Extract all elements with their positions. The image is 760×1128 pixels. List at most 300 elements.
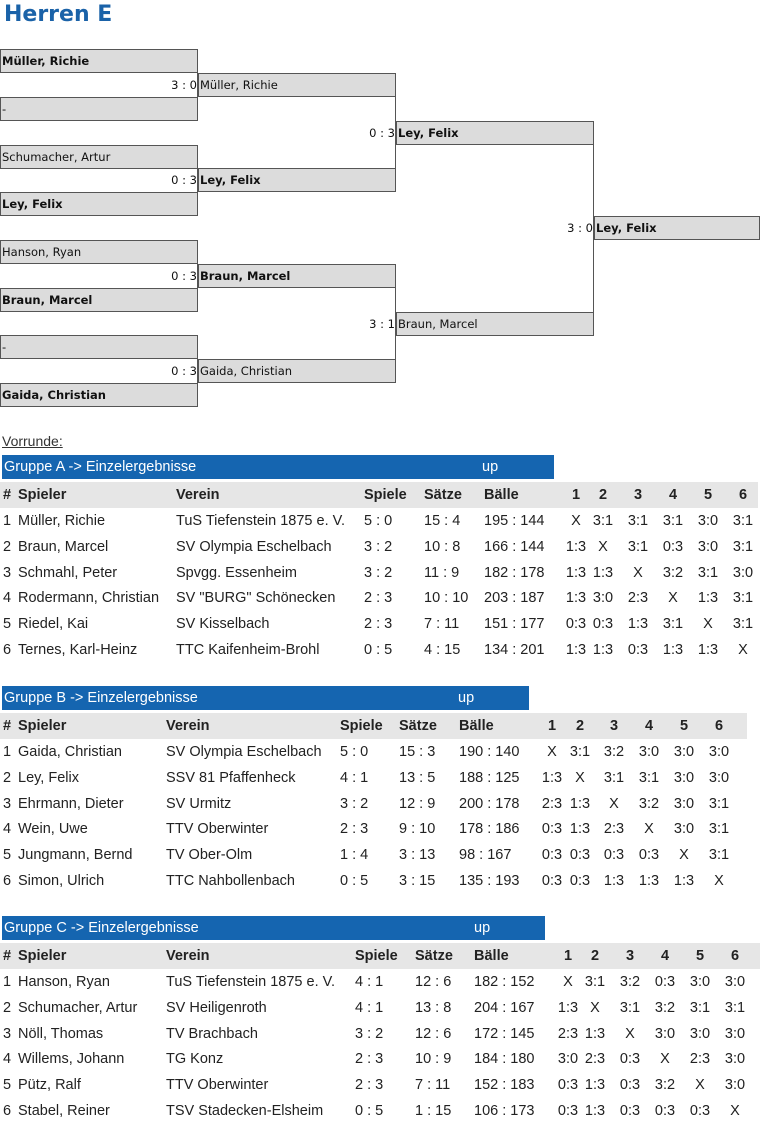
group-title: Gruppe C -> Einzelergebnisse [4,920,199,936]
table-header-row [0,482,758,508]
result-cell: X [598,538,608,555]
sets-cell: 12 : 6 [415,1025,452,1042]
rank-cell: 1 [3,513,12,529]
group-header-bar [2,455,554,479]
balls-cell: 166 : 144 [484,538,545,555]
table-row [0,842,747,868]
result-cell: 3:0 [673,744,695,760]
result-cell: X [738,642,748,658]
col-header-opponent: 4 [644,718,654,734]
balls-cell: 203 : 187 [484,590,545,607]
player-cell: Willems, Johann [18,1051,125,1068]
games-cell: 0 : 5 [364,642,393,658]
sets-cell: 15 : 4 [424,513,461,529]
bracket-r1-slot: Schumacher, Artur [0,145,198,169]
result-cell: 1:3 [627,616,649,633]
table-row [0,739,747,765]
result-cell: 0:3 [638,847,660,864]
group-header-bar [2,916,545,940]
result-cell: 3:1 [627,513,649,529]
result-cell: 1:3 [697,590,719,607]
bracket-r1-slot: Gaida, Christian [0,383,198,407]
result-cell: 3:0 [724,1025,746,1042]
balls-cell: 200 : 178 [459,795,520,812]
balls-cell: 190 : 140 [459,744,520,760]
bracket-connector [593,133,594,324]
col-header-num: # [3,487,12,503]
bracket-r1-slot: Hanson, Ryan [0,240,198,264]
result-cell: X [695,1077,705,1094]
sets-cell: 4 : 15 [424,642,461,658]
result-cell: 2:3 [627,590,649,607]
club-cell: Spvgg. Essenheim [176,564,297,581]
group-title: Gruppe B -> Einzelergebnisse [4,690,198,706]
games-cell: 4 : 1 [340,769,369,786]
result-cell: 3:1 [638,769,660,786]
result-cell: 3:1 [569,744,591,760]
club-cell: SV Olympia Eschelbach [166,744,322,760]
rank-cell: 1 [3,744,12,760]
bracket-r3-slot: Braun, Marcel [396,312,594,336]
result-cell: X [609,795,619,812]
player-cell: Stabel, Reiner [18,1103,110,1119]
col-header-sets: Sätze [424,487,462,503]
balls-cell: 195 : 144 [484,513,545,529]
games-cell: 4 : 1 [355,999,384,1016]
balls-cell: 188 : 125 [459,769,520,786]
result-cell: 3:1 [584,974,606,990]
sets-cell: 12 : 9 [399,795,436,812]
balls-cell: 182 : 178 [484,564,545,581]
player-cell: Wein, Uwe [18,821,88,838]
result-cell: 3:2 [662,564,684,581]
rank-cell: 6 [3,642,12,658]
result-cell: 1:3 [565,564,587,581]
col-header-player: Spieler [18,718,67,734]
col-header-opponent: 3 [633,487,643,503]
rank-cell: 5 [3,1077,12,1094]
games-cell: 2 : 3 [355,1077,384,1094]
rank-cell: 2 [3,538,12,555]
club-cell: SSV 81 Pfaffenheck [166,769,296,786]
result-cell: 1:3 [569,821,591,838]
col-header-club: Verein [176,487,220,503]
group-header-bar [2,686,529,710]
col-header-opponent: 3 [625,948,635,964]
club-cell: SV Olympia Eschelbach [176,538,332,555]
rank-cell: 3 [3,795,12,812]
result-cell: 3:0 [724,974,746,990]
rank-cell: 6 [3,873,12,889]
sets-cell: 10 : 9 [415,1051,452,1068]
bracket-r4-score: 3 : 0 [567,221,593,235]
result-cell: 1:3 [697,642,719,658]
sets-cell: 3 : 15 [399,873,436,889]
result-cell: 1:3 [541,769,563,786]
table-row [0,585,758,611]
games-cell: 1 : 4 [340,847,369,864]
result-cell: 1:3 [592,642,614,658]
col-header-num: # [3,718,12,734]
club-cell: TV Brachbach [166,1025,258,1042]
result-cell: 0:3 [541,847,563,864]
up-link[interactable]: up [474,920,491,936]
result-cell: 3:1 [689,999,711,1016]
club-cell: SV Kisselbach [176,616,270,633]
result-cell: X [547,744,557,760]
result-cell: 3:0 [592,590,614,607]
player-cell: Braun, Marcel [18,538,109,555]
result-cell: 0:3 [569,873,591,889]
result-cell: 2:3 [603,821,625,838]
player-cell: Schmahl, Peter [18,564,118,581]
rank-cell: 5 [3,616,12,633]
col-header-player: Spieler [18,948,67,964]
games-cell: 0 : 5 [340,873,369,889]
col-header-opponent: 5 [695,948,705,964]
table-row [0,969,760,995]
table-row [0,816,747,842]
col-header-opponent: 2 [575,718,585,734]
bracket-r2-score: 3 : 0 [171,78,197,92]
table-row [0,765,747,791]
games-cell: 4 : 1 [355,974,384,990]
col-header-opponent: 1 [547,718,557,734]
col-header-opponent: 4 [668,487,678,503]
result-cell: 0:3 [619,1051,641,1068]
sets-cell: 10 : 10 [424,590,469,607]
player-cell: Ley, Felix [18,769,79,786]
result-cell: 1:3 [565,538,587,555]
group-table [0,916,760,1124]
result-cell: 3:0 [673,795,695,812]
result-cell: X [625,1025,635,1042]
player-cell: Hanson, Ryan [18,974,110,990]
up-link[interactable]: up [458,690,475,706]
result-cell: 0:3 [557,1077,579,1094]
result-cell: 1:3 [592,564,614,581]
player-cell: Jungmann, Bernd [18,847,133,864]
table-row [0,637,758,663]
result-cell: 3:1 [708,821,730,838]
result-cell: X [590,999,600,1016]
table-row [0,1098,760,1124]
result-cell: 1:3 [565,590,587,607]
col-header-opponent: 6 [714,718,724,734]
result-cell: 2:3 [541,795,563,812]
result-cell: 0:3 [627,642,649,658]
table-row [0,534,758,560]
result-cell: 3:0 [557,1051,579,1068]
result-cell: 0:3 [619,1077,641,1094]
bracket-r1-slot: Braun, Marcel [0,288,198,312]
games-cell: 5 : 0 [340,744,369,760]
sets-cell: 3 : 13 [399,847,436,864]
col-header-opponent: 6 [730,948,740,964]
table-row [0,1021,760,1047]
result-cell: X [714,873,724,889]
result-cell: 3:1 [662,616,684,633]
sets-cell: 10 : 8 [424,538,461,555]
result-cell: X [730,1103,740,1119]
result-cell: 0:3 [662,538,684,555]
col-header-club: Verein [166,948,210,964]
result-cell: 0:3 [557,1103,579,1119]
table-row [0,868,747,894]
player-cell: Gaida, Christian [18,744,122,760]
rank-cell: 3 [3,564,12,581]
col-header-games: Spiele [340,718,383,734]
club-cell: SV Heiligenroth [166,999,267,1016]
sets-cell: 9 : 10 [399,821,436,838]
sets-cell: 1 : 15 [415,1103,452,1119]
col-header-opponent: 1 [563,948,573,964]
result-cell: 0:3 [541,873,563,889]
result-cell: 0:3 [619,1103,641,1119]
result-cell: 0:3 [592,616,614,633]
group-table [0,455,760,663]
col-header-club: Verein [166,718,210,734]
balls-cell: 134 : 201 [484,642,545,658]
bracket-r3-score: 3 : 1 [369,317,395,331]
player-cell: Pütz, Ralf [18,1077,81,1094]
col-header-games: Spiele [355,948,398,964]
result-cell: 0:3 [603,847,625,864]
result-cell: 3:1 [708,847,730,864]
rank-cell: 6 [3,1103,12,1119]
result-cell: X [633,564,643,581]
result-cell: 3:0 [708,769,730,786]
result-cell: 0:3 [654,1103,676,1119]
rank-cell: 4 [3,1051,12,1068]
col-header-opponent: 3 [609,718,619,734]
result-cell: 3:2 [638,795,660,812]
balls-cell: 151 : 177 [484,616,545,633]
col-header-opponent: 2 [590,948,600,964]
col-header-opponent: 2 [598,487,608,503]
col-header-num: # [3,948,12,964]
balls-cell: 106 : 173 [474,1103,535,1119]
games-cell: 2 : 3 [364,590,393,607]
rank-cell: 4 [3,590,12,607]
club-cell: TuS Tiefenstein 1875 e. V. [176,513,346,529]
bracket-connector [395,85,396,180]
result-cell: 0:3 [569,847,591,864]
result-cell: 3:0 [708,744,730,760]
sets-cell: 15 : 3 [399,744,436,760]
result-cell: 3:1 [697,564,719,581]
player-cell: Müller, Richie [18,513,106,529]
bracket-r2-score: 0 : 3 [171,269,197,283]
player-cell: Nöll, Thomas [18,1025,104,1042]
games-cell: 3 : 2 [364,564,393,581]
result-cell: X [571,513,581,529]
result-cell: 3:1 [619,999,641,1016]
result-cell: 0:3 [541,821,563,838]
vorrunde-heading: Vorrunde: [2,433,63,449]
result-cell: 3:1 [732,538,754,555]
player-cell: Simon, Ulrich [18,873,105,889]
col-header-sets: Sätze [399,718,437,734]
result-cell: 3:1 [732,616,754,633]
result-cell: X [644,821,654,838]
result-cell: 1:3 [584,1077,606,1094]
sets-cell: 13 : 8 [415,999,452,1016]
result-cell: 0:3 [689,1103,711,1119]
result-cell: 3:1 [732,513,754,529]
sets-cell: 12 : 6 [415,974,452,990]
games-cell: 3 : 2 [364,538,393,555]
table-header-row [0,713,747,739]
col-header-opponent: 4 [660,948,670,964]
result-cell: 1:3 [584,1103,606,1119]
col-header-opponent: 5 [703,487,713,503]
result-cell: 3:2 [603,744,625,760]
result-cell: 3:0 [673,821,695,838]
bracket-r2-slot: Braun, Marcel [198,264,396,288]
result-cell: 3:1 [662,513,684,529]
bracket-r2-slot: Müller, Richie [198,73,396,97]
balls-cell: 172 : 145 [474,1025,535,1042]
result-cell: 3:0 [724,1051,746,1068]
club-cell: TTV Oberwinter [166,1077,269,1094]
result-cell: X [668,590,678,607]
result-cell: 1:3 [584,1025,606,1042]
result-cell: 3:0 [638,744,660,760]
games-cell: 3 : 2 [355,1025,384,1042]
balls-cell: 184 : 180 [474,1051,535,1068]
result-cell: 3:1 [603,769,625,786]
result-cell: X [660,1051,670,1068]
result-cell: 3:2 [619,974,641,990]
up-link[interactable]: up [482,459,499,475]
group-table [0,686,760,894]
col-header-balls: Bälle [484,487,519,503]
result-cell: 2:3 [689,1051,711,1068]
balls-cell: 178 : 186 [459,821,520,838]
result-cell: 3:0 [697,513,719,529]
bracket-r1-slot: - [0,97,198,121]
sets-cell: 7 : 11 [424,616,460,633]
bracket-r4-slot: Ley, Felix [594,216,760,240]
result-cell: 3:0 [732,564,754,581]
col-header-opponent: 5 [679,718,689,734]
club-cell: TG Konz [166,1051,224,1068]
table-row [0,995,760,1021]
result-cell: 1:3 [565,642,587,658]
balls-cell: 204 : 167 [474,999,535,1016]
bracket-r2-slot: Ley, Felix [198,168,396,192]
result-cell: 1:3 [557,999,579,1016]
result-cell: 3:1 [627,538,649,555]
player-cell: Riedel, Kai [18,616,89,633]
rank-cell: 2 [3,999,12,1016]
col-header-balls: Bälle [459,718,494,734]
bracket-r2-slot: Gaida, Christian [198,359,396,383]
bracket-r1-slot: Müller, Richie [0,49,198,73]
result-cell: 2:3 [584,1051,606,1068]
balls-cell: 152 : 183 [474,1077,535,1094]
rank-cell: 2 [3,769,12,786]
table-row [0,1046,760,1072]
rank-cell: 3 [3,1025,12,1042]
games-cell: 2 : 3 [364,616,393,633]
result-cell: 3:0 [689,1025,711,1042]
games-cell: 2 : 3 [355,1051,384,1068]
games-cell: 2 : 3 [340,821,369,838]
result-cell: 1:3 [662,642,684,658]
club-cell: TSV Stadecken-Elsheim [166,1103,324,1119]
club-cell: TTV Oberwinter [166,821,269,838]
result-cell: 3:0 [673,769,695,786]
result-cell: 1:3 [603,873,625,889]
col-header-sets: Sätze [415,948,453,964]
bracket-connector [197,347,198,395]
result-cell: 3:0 [654,1025,676,1042]
games-cell: 3 : 2 [340,795,369,812]
col-header-player: Spieler [18,487,67,503]
table-row [0,508,758,534]
club-cell: SV Urmitz [166,795,232,812]
bracket-connector [197,252,198,300]
table-header-row [0,943,760,969]
table-row [0,791,747,817]
player-cell: Schumacher, Artur [18,999,138,1016]
col-header-games: Spiele [364,487,407,503]
club-cell: SV "BURG" Schönecken [176,590,336,607]
bracket-connector [197,157,198,204]
result-cell: 0:3 [565,616,587,633]
bracket-r3-score: 0 : 3 [369,126,395,140]
rank-cell: 4 [3,821,12,838]
col-header-opponent: 1 [571,487,581,503]
table-row [0,1072,760,1098]
player-cell: Ternes, Karl-Heinz [18,642,138,658]
group-title: Gruppe A -> Einzelergebnisse [4,459,197,475]
result-cell: 3:2 [654,1077,676,1094]
result-cell: 0:3 [654,974,676,990]
result-cell: 3:0 [724,1077,746,1094]
result-cell: 3:2 [654,999,676,1016]
club-cell: TTC Nahbollenbach [166,873,295,889]
bracket-r2-score: 0 : 3 [171,173,197,187]
bracket-r3-slot: Ley, Felix [396,121,594,145]
games-cell: 0 : 5 [355,1103,384,1119]
result-cell: 3:1 [592,513,614,529]
player-cell: Ehrmann, Dieter [18,795,124,812]
table-row [0,611,758,637]
result-cell: X [575,769,585,786]
games-cell: 5 : 0 [364,513,393,529]
club-cell: TTC Kaifenheim-Brohl [176,642,320,658]
balls-cell: 135 : 193 [459,873,520,889]
result-cell: 3:0 [697,538,719,555]
tournament-bracket [0,0,760,420]
col-header-balls: Bälle [474,948,509,964]
bracket-connector [197,61,198,109]
rank-cell: 5 [3,847,12,864]
result-cell: X [563,974,573,990]
bracket-r1-slot: - [0,335,198,359]
result-cell: X [679,847,689,864]
result-cell: 3:1 [708,795,730,812]
result-cell: 3:0 [689,974,711,990]
result-cell: 2:3 [557,1025,579,1042]
table-row [0,560,758,586]
club-cell: TuS Tiefenstein 1875 e. V. [166,974,336,990]
sets-cell: 13 : 5 [399,769,436,786]
result-cell: X [703,616,713,633]
